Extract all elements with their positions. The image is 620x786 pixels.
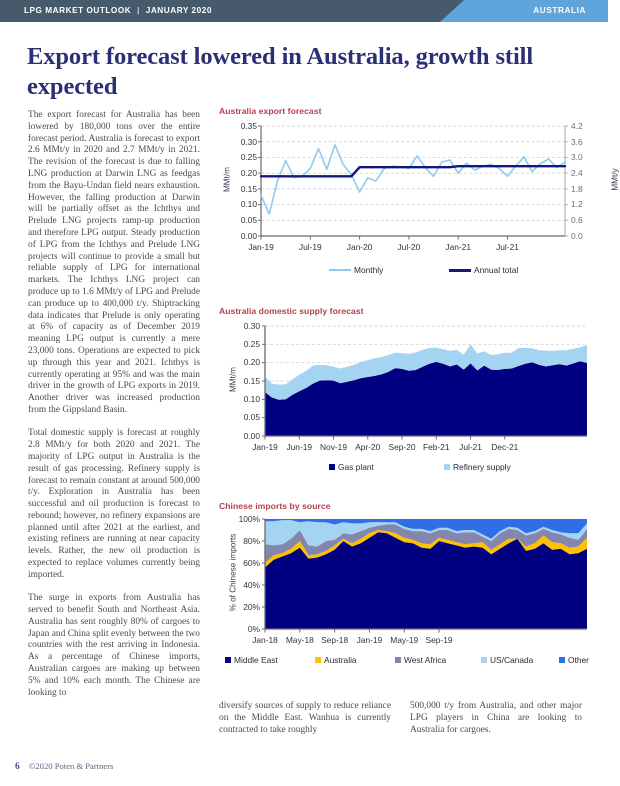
y-axis-tick: 0.10 bbox=[243, 394, 260, 405]
legend-swatch-icon bbox=[225, 657, 231, 663]
issue-date: JANUARY 2020 bbox=[145, 6, 212, 15]
y-axis-tick: 0.10 bbox=[240, 199, 257, 210]
x-axis-tick: Jan-19 bbox=[356, 635, 383, 645]
legend-item[interactable] bbox=[225, 656, 278, 664]
y-axis-tick: 0.15 bbox=[240, 183, 257, 194]
chart-australia-domestic-supply-forecast bbox=[219, 306, 605, 476]
x-axis-tick: Jan-18 bbox=[252, 635, 278, 645]
legend-item[interactable] bbox=[395, 656, 446, 664]
legend-label: Annual total bbox=[474, 265, 519, 275]
x-axis-tick: Sep-20 bbox=[388, 442, 416, 452]
chart-title: Australia domestic supply forecast bbox=[219, 306, 364, 316]
x-axis-tick: Sep-19 bbox=[425, 635, 453, 645]
paragraph: The surge in exports from Australia has served to benefit South and Northeast Asia. Australia has sent roughly 80% of cargoes to Japan and China split evenly between the two countries with the rest arriving in Indonesia. As a percentage of Chinese imports, Australian cargoes are making up between 5% and 10% each month. The Chinese are looking to bbox=[28, 593, 200, 698]
x-axis-tick: Jul-19 bbox=[298, 242, 322, 252]
paragraph: diversify sources of supply to reduce reliance on the Middle East. Wanhua is currently contracted to take roughly bbox=[219, 701, 391, 735]
publication-name: LPG MARKET OUTLOOK bbox=[24, 6, 132, 15]
paragraph: The export forecast for Australia has been lowered by 180,000 tons over the entire forecast period. Australia is forecast to export 2.6 MMt/y in 2020 and 2.7 MMt/y in 2021. The revision of the forecast is due to falling LNG production at Darwin LNG as feedgas from the Bayu-Undan field nears exhaustion. However, the falling production at Darwin will be partially offset as the Ichthys and Prelude LNG projects ramp-up production and therefore LPG output. Steady production of LPG from the Ichthys and Prelude LNG projects will continue to provide a small but reliable supply of LPG for international markets. The Ichthys LNG project can produce up to 1.6 MMt/y of LPG and Prelude can produce up to 400,000 t/y. Shiptracking data indicates that Prelude is only operating at 6% of capacity as of December 2019 meaning LPG output is currently a mere 23,000 tons. Operations are expected to pick up through this year and 2021. Ichthys is currently operating at 95% and was the main driver in the growth of LPG exports in 2019. Another driver was increased production from the Gippsland Basin. bbox=[28, 110, 200, 415]
y-axis-tick: 20% bbox=[243, 601, 260, 612]
y-axis-tick: 0.15 bbox=[243, 375, 260, 386]
chart-legend bbox=[219, 266, 605, 279]
article-bottom-column-b bbox=[410, 701, 582, 736]
legend-label: Monthly bbox=[354, 265, 384, 275]
x-axis-tick: Nov-19 bbox=[320, 442, 347, 452]
header-separator: | bbox=[137, 6, 140, 15]
y-axis-tick: 0.35 bbox=[240, 120, 257, 131]
y2-axis-tick: 3.0 bbox=[571, 152, 583, 163]
legend-swatch-icon bbox=[444, 464, 450, 470]
x-axis-tick: May-19 bbox=[390, 635, 419, 645]
legend-item[interactable] bbox=[329, 463, 374, 471]
y-axis-tick: 0.00 bbox=[240, 230, 257, 241]
y-axis-tick: 0.05 bbox=[243, 412, 260, 423]
chart-legend bbox=[219, 656, 605, 669]
y-axis-title: % of Chinese imports bbox=[228, 533, 238, 612]
y-axis-tick: 0.30 bbox=[243, 320, 260, 331]
x-axis-tick: May-18 bbox=[285, 635, 314, 645]
legend-swatch-icon bbox=[449, 269, 471, 272]
chart-plot-area bbox=[219, 318, 605, 463]
legend-swatch-icon bbox=[315, 657, 321, 663]
page-header bbox=[0, 0, 608, 22]
y-axis-tick: 40% bbox=[243, 579, 260, 590]
paragraph: Total domestic supply is forecast at roughly 2.8 MMt/y for both 2020 and 2021. The majority of LPG output in Australia is the result of gas processing. Refinery supply is forecast to remain constant at around 500,000 t/y. Exploration in Australia has been successful and oil production is forecast to rebound; however, no refinery expansions are planned until after 2021 at the earliest, and existing refiners are running at near capacity levels. Rather, the new oil production is expected to replace volumes currently being imported. bbox=[28, 428, 200, 580]
y-axis-tick: 0% bbox=[247, 623, 260, 634]
y-axis-title: MMt/m bbox=[222, 167, 232, 193]
chart-title: Australia export forecast bbox=[219, 106, 322, 116]
legend-swatch-icon bbox=[481, 657, 487, 663]
legend-label: Refinery supply bbox=[453, 462, 511, 472]
y-axis-tick: 0.20 bbox=[240, 167, 257, 178]
y-axis-tick: 0.05 bbox=[240, 215, 257, 226]
y-axis-tick: 0.30 bbox=[240, 136, 257, 147]
legend-label: West Africa bbox=[404, 655, 447, 665]
y-axis-tick: 100% bbox=[238, 513, 260, 524]
x-axis-tick: Jan-19 bbox=[248, 242, 274, 252]
legend-item[interactable] bbox=[444, 463, 511, 471]
y-axis-tick: 0.20 bbox=[243, 357, 260, 368]
chart-plot-area bbox=[219, 118, 620, 266]
y-axis-tick: 0.25 bbox=[240, 152, 257, 163]
y-axis-title: MMt/m bbox=[228, 367, 238, 393]
x-axis-tick: Sep-18 bbox=[321, 635, 349, 645]
x-axis-tick: Jul-21 bbox=[459, 442, 482, 452]
legend-swatch-icon bbox=[559, 657, 565, 663]
article-left-column bbox=[28, 110, 200, 699]
y2-axis-title: MMt/y bbox=[610, 168, 620, 191]
page-footer bbox=[15, 761, 113, 772]
chart-chinese-imports-by-source bbox=[219, 501, 605, 669]
legend-label: Australia bbox=[324, 655, 357, 665]
legend-item[interactable] bbox=[315, 656, 357, 664]
x-axis-tick: Feb-21 bbox=[422, 442, 450, 452]
legend-item[interactable] bbox=[559, 656, 589, 664]
x-axis-tick: Jul-21 bbox=[496, 242, 519, 252]
y2-axis-tick: 0.6 bbox=[571, 215, 583, 226]
legend-label: US/Canada bbox=[490, 655, 534, 665]
chart-title: Chinese imports by source bbox=[219, 501, 331, 511]
x-axis-tick: Jan-19 bbox=[252, 442, 278, 452]
y2-axis-tick: 0.0 bbox=[571, 230, 583, 241]
y2-axis-tick: 1.8 bbox=[571, 183, 583, 194]
header-publication-line bbox=[24, 0, 212, 22]
page-title: Export forecast lowered in Australia, growth still expected bbox=[27, 43, 534, 100]
copyright-notice: ©2020 Poten & Partners bbox=[28, 761, 114, 771]
legend-label: Middle East bbox=[234, 655, 278, 665]
x-axis-tick: Jan-20 bbox=[346, 242, 373, 252]
x-axis-tick: Jan-21 bbox=[445, 242, 471, 252]
legend-item[interactable] bbox=[449, 266, 518, 274]
y2-axis-tick: 1.2 bbox=[571, 199, 583, 210]
page-number: 6 bbox=[15, 762, 20, 772]
y2-axis-tick: 3.6 bbox=[571, 136, 583, 147]
y-axis-tick: 0.25 bbox=[243, 339, 260, 350]
region-label: AUSTRALIA bbox=[533, 6, 586, 15]
x-axis-tick: Jun-19 bbox=[286, 442, 313, 452]
legend-item[interactable] bbox=[329, 266, 383, 274]
legend-item[interactable] bbox=[481, 656, 533, 664]
y2-axis-tick: 4.2 bbox=[571, 120, 583, 131]
y-axis-tick: 80% bbox=[243, 535, 260, 546]
y-axis-tick: 0.00 bbox=[243, 430, 260, 441]
x-axis-tick: Apr-20 bbox=[355, 442, 381, 452]
legend-label: Gas plant bbox=[338, 462, 374, 472]
legend-swatch-icon bbox=[395, 657, 401, 663]
chart-australia-export-forecast bbox=[219, 106, 620, 279]
chart-legend bbox=[219, 463, 605, 476]
paragraph: 500,000 t/y from Australia, and other major LPG players in China are looking to Australia for cargoes. bbox=[410, 701, 582, 735]
x-axis-tick: Jul-20 bbox=[397, 242, 421, 252]
y-axis-tick: 60% bbox=[243, 557, 260, 568]
legend-label: Other bbox=[568, 655, 589, 665]
y2-axis-tick: 2.4 bbox=[571, 167, 583, 178]
chart-plot-area bbox=[219, 513, 605, 656]
legend-swatch-icon bbox=[329, 269, 351, 271]
article-bottom-column-a bbox=[219, 701, 391, 736]
legend-swatch-icon bbox=[329, 464, 335, 470]
x-axis-tick: Dec-21 bbox=[491, 442, 519, 452]
